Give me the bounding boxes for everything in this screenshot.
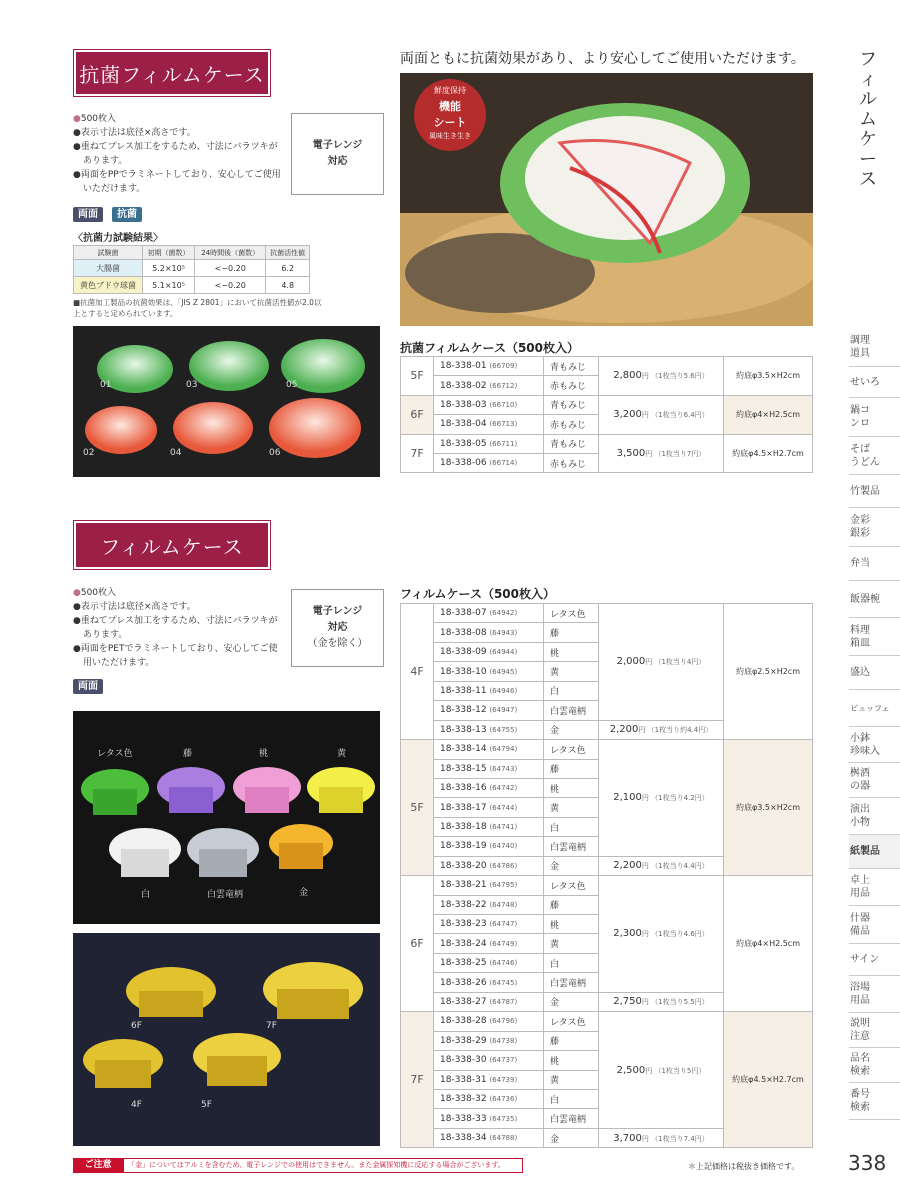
color-cell: 金 bbox=[544, 1128, 599, 1147]
color-cell: 金 bbox=[544, 720, 599, 739]
size-cell: 4F bbox=[401, 604, 434, 740]
label-4f: 4F bbox=[131, 1100, 142, 1110]
product-code: 18-338-04 (66713) bbox=[434, 415, 544, 434]
label-gold: 金 bbox=[299, 888, 309, 898]
price-cell: 2,800円 （1枚当り5.6円） bbox=[599, 357, 724, 396]
sidebar-item[interactable]: 料理 箱皿 bbox=[849, 618, 900, 656]
table-row bbox=[401, 876, 813, 895]
sidebar-item[interactable]: 什器 備品 bbox=[849, 906, 900, 944]
gold-price-cell: 2,200円 （1枚当り約4.4円） bbox=[599, 720, 724, 739]
test-title: 〈抗菌力試験結果〉 bbox=[73, 233, 163, 244]
function-sheet-badge: 鮮度保持 機能 シート 風味生き生き bbox=[414, 79, 486, 151]
table-row bbox=[401, 740, 813, 759]
color-cell: レタス色 bbox=[544, 740, 599, 759]
sidebar-item[interactable]: 金彩 銀彩 bbox=[849, 508, 900, 547]
label-5f: 5F bbox=[201, 1100, 212, 1110]
color-cell: レタス色 bbox=[544, 604, 599, 623]
label-05: 05 bbox=[286, 380, 298, 390]
dimension-cell: 約底φ3.5×H2cm bbox=[724, 740, 813, 876]
gold-cups-photo bbox=[73, 933, 380, 1146]
color-cell: 藤 bbox=[544, 759, 599, 778]
label-yellow: 黄 bbox=[337, 749, 347, 759]
table2-title: フィルムケース（500枚入） bbox=[400, 587, 556, 601]
price-cell: 2,300円 （1枚当り4.6円） bbox=[599, 876, 724, 993]
antibacterial-product-table bbox=[400, 356, 813, 473]
color-cell: 赤もみじ bbox=[544, 376, 599, 395]
product-code: 18-338-34 (64788) bbox=[434, 1128, 544, 1147]
sidebar-item[interactable]: 調理 道具 bbox=[849, 328, 900, 367]
dimension-cell: 約底φ2.5×H2cm bbox=[724, 604, 813, 740]
product-code: 18-338-31 (64739) bbox=[434, 1070, 544, 1089]
colored-cups-photo bbox=[73, 711, 380, 924]
label-cloud-dragon: 白雲竜柄 bbox=[207, 890, 244, 900]
color-cell: 桃 bbox=[544, 778, 599, 797]
product-code: 18-338-28 (64796) bbox=[434, 1012, 544, 1031]
color-cell: 赤もみじ bbox=[544, 453, 599, 472]
product-code: 18-338-10 (64945) bbox=[434, 662, 544, 681]
sidebar-item[interactable]: 鍋コ ンロ bbox=[849, 398, 900, 437]
color-cell: 白雲竜柄 bbox=[544, 973, 599, 992]
product-code: 18-338-11 (64946) bbox=[434, 681, 544, 700]
sidebar-item[interactable]: 浴場 用品 bbox=[849, 976, 900, 1013]
hero-photo bbox=[400, 73, 813, 326]
color-cell: レタス色 bbox=[544, 876, 599, 895]
product-code: 18-338-25 (64746) bbox=[434, 953, 544, 972]
sidebar-item[interactable]: 盛込 bbox=[849, 656, 900, 690]
color-cell: 白 bbox=[544, 1089, 599, 1108]
antibacterial-cups-photo bbox=[73, 326, 380, 477]
section1-title: 抗菌フィルムケース bbox=[76, 52, 268, 94]
bullet: ●両面をPETでラミネートしており、安心してご使用いただけます。 bbox=[73, 644, 278, 668]
color-cell: 黄 bbox=[544, 662, 599, 681]
dimension-cell: 約底φ4×H2.5cm bbox=[724, 395, 813, 434]
product-code: 18-338-21 (64795) bbox=[434, 876, 544, 895]
dimension-cell: 約底φ4.5×H2.7cm bbox=[724, 434, 813, 473]
section1-bullets bbox=[73, 112, 283, 196]
color-cell: 金 bbox=[544, 856, 599, 875]
sidebar-item[interactable]: そば うどん bbox=[849, 437, 900, 475]
product-code: 18-338-16 (64742) bbox=[434, 778, 544, 797]
label-lettuce: レタス色 bbox=[97, 749, 133, 759]
dimension-cell: 約底φ3.5×H2cm bbox=[724, 357, 813, 396]
page-number: 338 bbox=[848, 1151, 887, 1175]
sidebar-item[interactable]: 卓上 用品 bbox=[849, 869, 900, 906]
label-peach: 桃 bbox=[259, 749, 269, 759]
tag-antibacterial: 抗菌 bbox=[112, 207, 142, 222]
section1-title-banner bbox=[73, 49, 271, 97]
microwave-box-2: 電子レンジ 対応 （金を除く） bbox=[291, 589, 384, 667]
product-code: 18-338-14 (64794) bbox=[434, 740, 544, 759]
product-code: 18-338-02 (66712) bbox=[434, 376, 544, 395]
product-code: 18-338-17 (64744) bbox=[434, 798, 544, 817]
product-code: 18-338-23 (64747) bbox=[434, 915, 544, 934]
bullet: ●重ねてプレス加工をするため、寸法にバラツキがあります。 bbox=[73, 616, 278, 640]
product-code: 18-338-12 (64947) bbox=[434, 701, 544, 720]
table-row bbox=[401, 1012, 813, 1031]
table-row bbox=[401, 395, 813, 414]
dimension-cell: 約底φ4.5×H2.7cm bbox=[724, 1012, 813, 1148]
label-03: 03 bbox=[186, 380, 198, 390]
vertical-title: フ ィ ル ム ケ ー ス bbox=[859, 49, 877, 190]
bullet: ●表示寸法は底径×高さです。 bbox=[73, 602, 196, 612]
sidebar-item[interactable]: 桝酒 の器 bbox=[849, 763, 900, 798]
label-01: 01 bbox=[100, 380, 112, 390]
color-cell: 白雲竜柄 bbox=[544, 837, 599, 856]
gold-price-cell: 2,200円 （1枚当り4.4円） bbox=[599, 856, 724, 875]
product-code: 18-338-06 (66714) bbox=[434, 453, 544, 472]
product-code: 18-338-13 (64755) bbox=[434, 720, 544, 739]
size-cell: 7F bbox=[401, 434, 434, 473]
sidebar-item[interactable]: 飯器椀 bbox=[849, 581, 900, 618]
color-cell: 青もみじ bbox=[544, 395, 599, 414]
color-cell: 藤 bbox=[544, 895, 599, 914]
hero-caption: 両面ともに抗菌効果があり、より安心してご使用いただけます。 bbox=[400, 51, 805, 67]
jis-note: ■抗菌加工製品の抗菌効果は、「JIS Z 2801」において抗菌活性値が2.0以上とすると定められています。 bbox=[73, 298, 322, 318]
product-code: 18-338-19 (64740) bbox=[434, 837, 544, 856]
color-cell: 桃 bbox=[544, 915, 599, 934]
color-cell: 藤 bbox=[544, 623, 599, 642]
product-code: 18-338-01 (66709) bbox=[434, 357, 544, 376]
caution-text: 「金」についてはアルミを含むため、電子レンジでの使用はできません。また金属探知機に反応する場合がございます。 bbox=[123, 1158, 523, 1173]
dimension-cell: 約底φ4×H2.5cm bbox=[724, 876, 813, 1012]
product-code: 18-338-24 (64749) bbox=[434, 934, 544, 953]
color-cell: 桃 bbox=[544, 642, 599, 661]
cups-illustration bbox=[73, 326, 380, 477]
section2-bullets bbox=[73, 586, 283, 670]
price-cell: 2,100円 （1枚当り4.2円） bbox=[599, 740, 724, 857]
product-code: 18-338-08 (64943) bbox=[434, 623, 544, 642]
pcs-bullet: ●500枚入 bbox=[73, 114, 117, 124]
color-cell: 白 bbox=[544, 681, 599, 700]
size-cell: 7F bbox=[401, 1012, 434, 1148]
label-06: 06 bbox=[269, 448, 281, 458]
label-7f: 7F bbox=[266, 1021, 277, 1031]
size-cell: 5F bbox=[401, 357, 434, 396]
table-row bbox=[401, 434, 813, 453]
color-cell: 白雲竜柄 bbox=[544, 1109, 599, 1128]
pcs-bullet: ●500枚入 bbox=[73, 588, 117, 598]
size-cell: 6F bbox=[401, 395, 434, 434]
color-cell: 白雲竜柄 bbox=[544, 701, 599, 720]
color-cell: 赤もみじ bbox=[544, 415, 599, 434]
product-code: 18-338-20 (64786) bbox=[434, 856, 544, 875]
table-row bbox=[401, 357, 813, 376]
color-cell: 白 bbox=[544, 817, 599, 836]
label-04: 04 bbox=[170, 448, 182, 458]
product-code: 18-338-03 (66710) bbox=[434, 395, 544, 414]
test-results-table: 試験菌 初期（菌数） 24時間後（菌数） 抗菌活性値 大腸菌 5.2×10⁵ <−0.20 6.2 黄色ブドウ球菌 5.1×10⁵ <−0.20 4.8 bbox=[73, 245, 310, 294]
product-code: 18-338-29 (64738) bbox=[434, 1031, 544, 1050]
color-cell: 青もみじ bbox=[544, 434, 599, 453]
sidebar-item[interactable]: 番号 検索 bbox=[849, 1083, 900, 1120]
gold-cups-illustration bbox=[73, 933, 380, 1146]
price-cell: 3,500円 （1枚当り7円） bbox=[599, 434, 724, 473]
sidebar-item[interactable]: 弁当 bbox=[849, 547, 900, 581]
product-code: 18-338-07 (64942) bbox=[434, 604, 544, 623]
size-cell: 5F bbox=[401, 740, 434, 876]
sidebar-item[interactable]: 小鉢 珍味入 bbox=[849, 727, 900, 763]
section2-title: フィルムケース bbox=[76, 523, 268, 567]
color-cell: 金 bbox=[544, 992, 599, 1011]
gold-price-cell: 2,750円 （1枚当り5.5円） bbox=[599, 992, 724, 1011]
color-cell: 桃 bbox=[544, 1051, 599, 1070]
product-code: 18-338-33 (64735) bbox=[434, 1109, 544, 1128]
product-code: 18-338-05 (66711) bbox=[434, 434, 544, 453]
product-code: 18-338-32 (64736) bbox=[434, 1089, 544, 1108]
color-cell: 白 bbox=[544, 953, 599, 972]
price-cell: 2,500円 （1枚当り5円） bbox=[599, 1012, 724, 1129]
label-white: 白 bbox=[141, 890, 151, 900]
label-wisteria: 藤 bbox=[183, 749, 193, 759]
product-code: 18-338-26 (64745) bbox=[434, 973, 544, 992]
label-6f: 6F bbox=[131, 1021, 142, 1031]
table-row bbox=[401, 604, 813, 623]
bullet: ●表示寸法は底径×高さです。 bbox=[73, 128, 196, 138]
product-code: 18-338-15 (64743) bbox=[434, 759, 544, 778]
sidebar-item[interactable]: 品名 検索 bbox=[849, 1048, 900, 1083]
color-cell: 黄 bbox=[544, 934, 599, 953]
tax-note: ＊上記価格は税抜き価格です。 bbox=[688, 1162, 800, 1171]
table1-title: 抗菌フィルムケース（500枚入） bbox=[400, 341, 580, 355]
size-cell: 6F bbox=[401, 876, 434, 1012]
gold-price-cell: 3,700円 （1枚当り7.4円） bbox=[599, 1128, 724, 1147]
color-cell: 藤 bbox=[544, 1031, 599, 1050]
film-case-product-table bbox=[400, 603, 813, 1148]
bullet: ●両面をPPでラミネートしており、安心してご使用いただけます。 bbox=[73, 170, 281, 194]
bullet: ●重ねてプレス加工をするため、寸法にバラツキがあります。 bbox=[73, 142, 278, 166]
product-code: 18-338-22 (64748) bbox=[434, 895, 544, 914]
tag-double-sided: 両面 bbox=[73, 207, 103, 222]
product-code: 18-338-18 (64741) bbox=[434, 817, 544, 836]
sidebar-item[interactable]: 竹製品 bbox=[849, 475, 900, 508]
sidebar-item[interactable]: せいろ bbox=[849, 367, 900, 398]
label-02: 02 bbox=[83, 448, 95, 458]
sidebar-item[interactable]: 紙製品 bbox=[849, 835, 900, 869]
color-cell: レタス色 bbox=[544, 1012, 599, 1031]
color-cell: 黄 bbox=[544, 1070, 599, 1089]
sidebar-item[interactable]: サイン bbox=[849, 944, 900, 976]
product-code: 18-338-27 (64787) bbox=[434, 992, 544, 1011]
section2-title-banner bbox=[73, 520, 271, 570]
sidebar-item[interactable]: ビュッフェ bbox=[849, 690, 900, 727]
color-cell: 黄 bbox=[544, 798, 599, 817]
sidebar-item[interactable]: 説明 注意 bbox=[849, 1013, 900, 1048]
product-code: 18-338-09 (64944) bbox=[434, 642, 544, 661]
microwave-box: 電子レンジ 対応 bbox=[291, 113, 384, 195]
price-cell: 2,000円 （1枚当り4円） bbox=[599, 604, 724, 721]
price-cell: 3,200円 （1枚当り6.4円） bbox=[599, 395, 724, 434]
caution-label: ご注意 bbox=[73, 1158, 123, 1173]
color-cell: 青もみじ bbox=[544, 357, 599, 376]
product-code: 18-338-30 (64737) bbox=[434, 1051, 544, 1070]
sidebar-item[interactable]: 演出 小物 bbox=[849, 798, 900, 835]
tag-double-sided-2: 両面 bbox=[73, 679, 103, 694]
